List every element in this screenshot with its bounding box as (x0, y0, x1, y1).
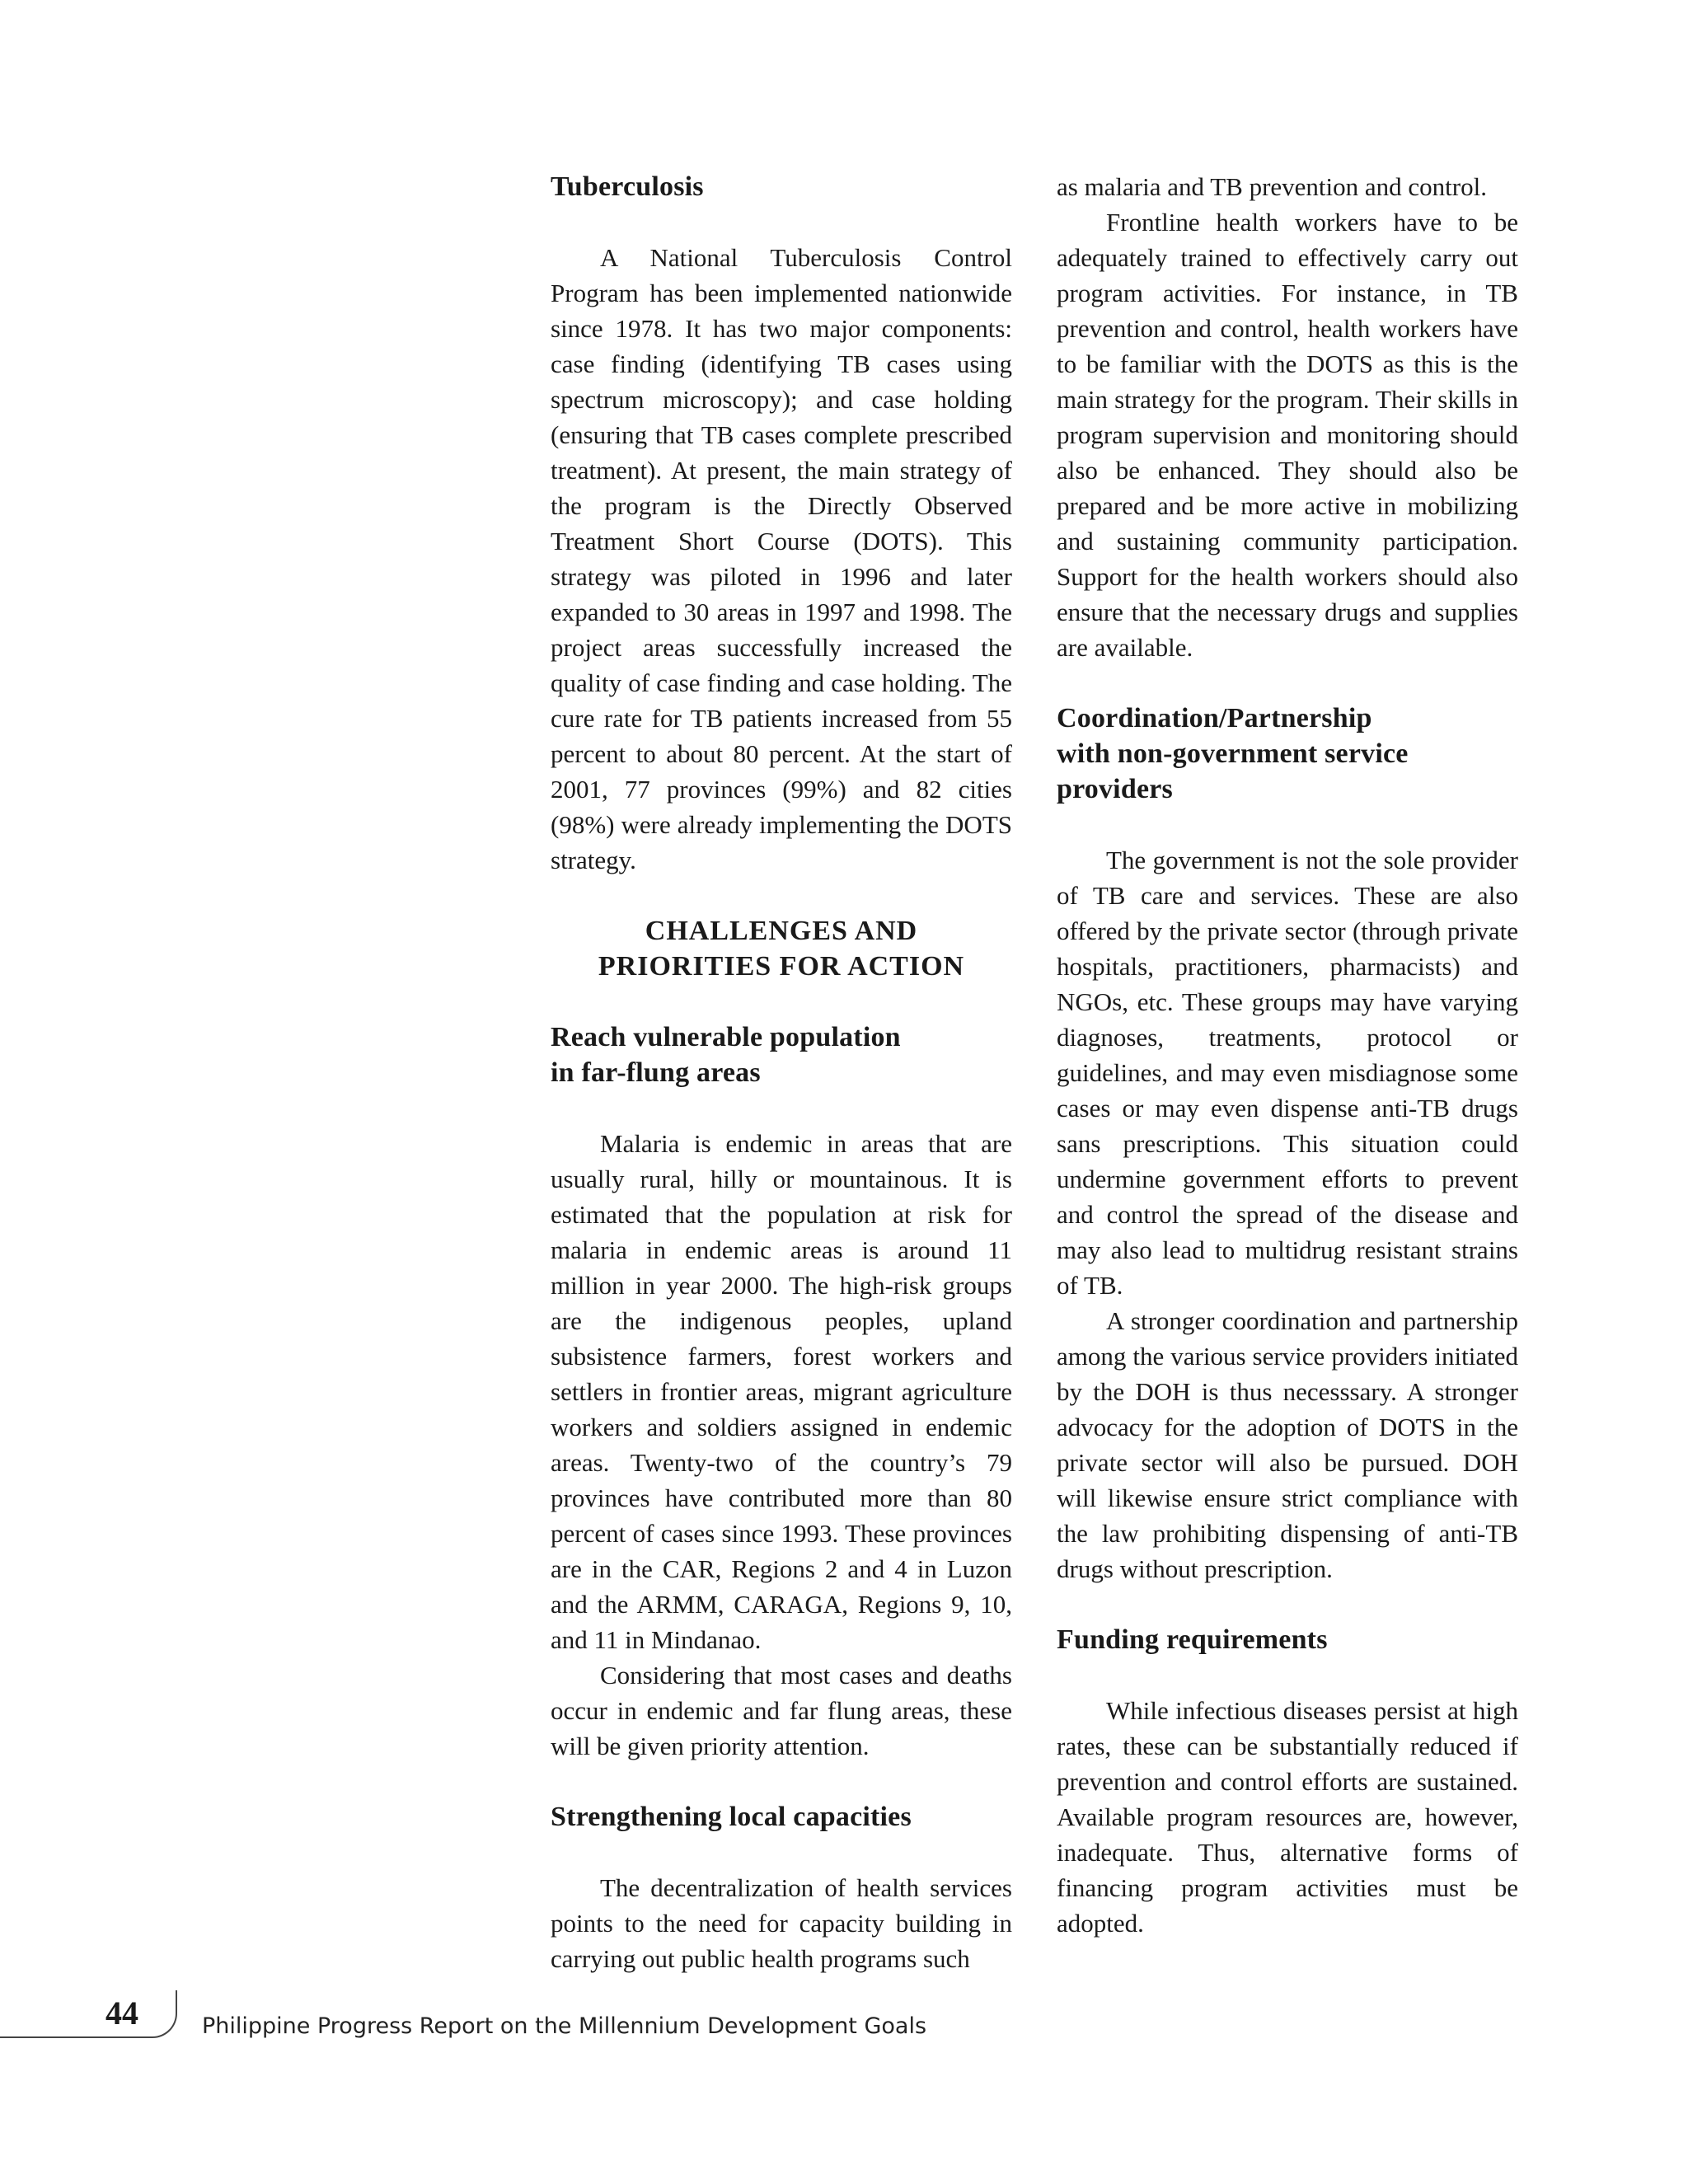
frontline-paragraph: Frontline health workers have to be adequately trained to effectively carry out program activities. For instance, in TB prevention and control, health workers have to be familiar with the DOTS as this is the main strategy for the program. Their skills in program supervision and monitoring should also be enhanced. They should also be prepared and be more active in mobilizing and sustaining community participation. Support for the health workers should also ensure that the necessary drugs and supplies are available. (1057, 208, 1518, 662)
page-number-tab (0, 1990, 177, 2038)
page-number: 44 (106, 1994, 138, 2032)
coordination-heading-line1: Coordination/Partnership (1057, 703, 1372, 733)
continuation-text: as malaria and TB prevention and control. (1057, 172, 1487, 201)
reach-heading-line1: Reach vulnerable population (551, 1022, 901, 1052)
strengthening-heading: Strengthening local capacities (551, 1802, 912, 1832)
challenges-heading (551, 913, 1012, 984)
footer-title: Philippine Progress Report on the Millennium Development Goals (202, 2013, 927, 2039)
tuberculosis-paragraph: A National Tuberculosis Control Program has been implemented nationwide since 1978. It has two major components: case finding (identifying TB cases using spectrum microscopy); and case holding (ensuring that TB cases complete prescribed treatment). At present, the main strategy of the program is the Directly Observed Treatment Short Course (DOTS). This strategy was piloted in 1996 and later expanded to 30 areas in 1997 and 1998. The project areas successfully increased the quality of case finding and case holding. The cure rate for TB patients increased from 55 percent to about 80 percent. At the start of 2001, 77 provinces (99%) and 82 cities (98%) were already implementing the DOTS strategy. (551, 243, 1012, 874)
reach-heading-line2: in far-flung areas (551, 1057, 761, 1088)
right-column (1057, 169, 1518, 1941)
challenges-heading-line2: PRIORITIES FOR ACTION (598, 951, 965, 982)
page-footer (0, 1990, 989, 2048)
considering-paragraph: Considering that most cases and deaths occur in endemic and far flung areas, these will be given priority attention. (551, 1661, 1012, 1760)
tuberculosis-heading: Tuberculosis (551, 171, 704, 202)
malaria-paragraph: Malaria is endemic in areas that are usually rural, hilly or mountainous. It is estimated that the population at risk for malaria in endemic areas is around 11 million in year 2000. The high-risk groups are the indigenous peoples, upland subsistence farmers, forest workers and settlers in frontier areas, migrant agriculture workers and soldiers assigned in endemic areas. Twenty-two of the country’s 79 provinces have contributed more than 80 percent of cases since 1993. These provinces are in the CAR, Regions 2 and 4 in Luzon and the ARMM, CARAGA, Regions 9, 10, and 11 in Mindanao. (551, 1129, 1012, 1654)
government-paragraph: The government is not the sole provider of TB care and services. These are also offered by the private sector (through private hospitals, practitioners, pharmacists) and NGOs, etc. These groups may have varying diagnoses, treatments, protocol or guidelines, and may even misdiagnose some cases or may even dispense anti-TB drugs sans prescriptions. This situation could undermine government efforts to prevent and control the spread of the disease and may also lead to multidrug resistant strains of TB. (1057, 846, 1518, 1300)
coordination-heading (1057, 701, 1518, 807)
left-column (551, 169, 1012, 1976)
funding-paragraph: While infectious diseases persist at high rates, these can be substantially reduced if prevention and control efforts are sustained. Available program resources are, however, inadequate. Thus, alternative forms of financing program activities must be adopted. (1057, 1696, 1518, 1938)
reach-vulnerable-heading (551, 1019, 1012, 1090)
funding-heading: Funding requirements (1057, 1624, 1328, 1655)
challenges-heading-line1: CHALLENGES AND (645, 916, 918, 946)
coordination-heading-line3: providers (1057, 774, 1173, 804)
decentralization-paragraph: The decentralization of health services points to the need for capacity building in carrying out public health programs such (551, 1873, 1012, 1973)
coordination-heading-line2: with non-government service (1057, 738, 1409, 769)
stronger-coordination-paragraph: A stronger coordination and partnership among the various service providers initiated by the DOH is thus necesssary. A stronger advocacy for the adoption of DOTS in the private sector will also be pursued. DOH will likewise ensure strict compliance with the law prohibiting dispensing of anti-TB drugs without prescription. (1057, 1306, 1518, 1583)
